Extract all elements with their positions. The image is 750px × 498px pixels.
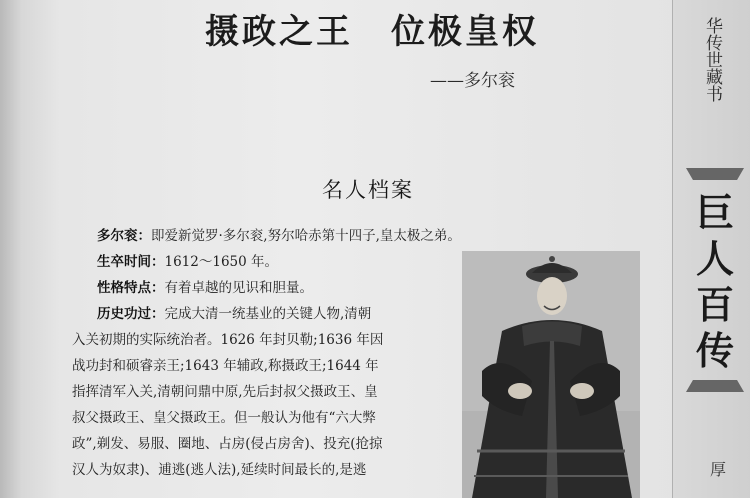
profile-merits-paragraph-line: 指挥清军入关,清朝问鼎中原,先后封叔父摄政王、皇 (72, 384, 378, 400)
profile-merits-paragraph-line: 叔父摄政王、皇父摄政王。但一般认为他有“六大弊 (72, 410, 376, 426)
profile-merits-paragraph-line: 汉人为奴隶)、逋逃(逃人法),延续时间最长的,是逃 (72, 462, 367, 478)
profile-name-text: 即爱新觉罗·多尔衮,努尔哈赤第十四子,皇太极之弟。 (151, 228, 461, 244)
chapter-title (205, 4, 539, 53)
profile-merits-paragraph-line: 入关初期的实际统治者。1626 年封贝勒;1636 年因 (72, 332, 384, 348)
profile-name-line (97, 224, 461, 244)
series-text: 华传世藏书 (702, 16, 722, 102)
chapter-title-part2: 位极皇权 (391, 12, 539, 52)
portrait-figure (462, 251, 640, 498)
sidebar-footer-text: 厚 (709, 460, 726, 479)
series-vertical-text (687, 4, 737, 114)
book-title-char: 人 (695, 237, 734, 281)
chapter-byline: ——多尔衮 (430, 71, 515, 91)
title-bracket-bottom (686, 380, 744, 392)
title-bracket-top (686, 168, 744, 180)
book-title-char: 百 (695, 283, 734, 327)
profile-lifespan-label: 生卒时间： (97, 254, 165, 270)
book-title-vertical (686, 190, 744, 374)
book-title-char: 巨 (695, 191, 734, 235)
profile-traits-text: 有着卓越的见识和胆量。 (164, 280, 313, 296)
profile-traits-line (97, 276, 313, 296)
section-heading: 名人档案 (322, 178, 414, 202)
book-title-char: 传 (695, 329, 734, 373)
page-gutter (0, 0, 22, 498)
profile-merits-label: 历史功过： (97, 306, 165, 322)
profile-lifespan-line (97, 250, 278, 270)
profile-merits-line (97, 302, 371, 322)
chapter-title-part1: 摄政之王 (205, 12, 353, 52)
profile-merits-paragraph-line: 政”,剃发、易服、圈地、占房(侵占房舍)、投充(抢掠 (72, 436, 383, 452)
profile-merits-text: 完成大清一统基业的关键人物,清朝 (164, 306, 372, 322)
portrait-image (462, 251, 640, 498)
profile-merits-paragraph-line: 战功封和硕睿亲王;1643 年辅政,称摄政王;1644 年 (72, 358, 379, 374)
profile-name-label: 多尔衮： (97, 228, 151, 244)
profile-lifespan-text: 1612～1650 年。 (164, 254, 279, 270)
profile-traits-label: 性格特点： (97, 280, 165, 296)
